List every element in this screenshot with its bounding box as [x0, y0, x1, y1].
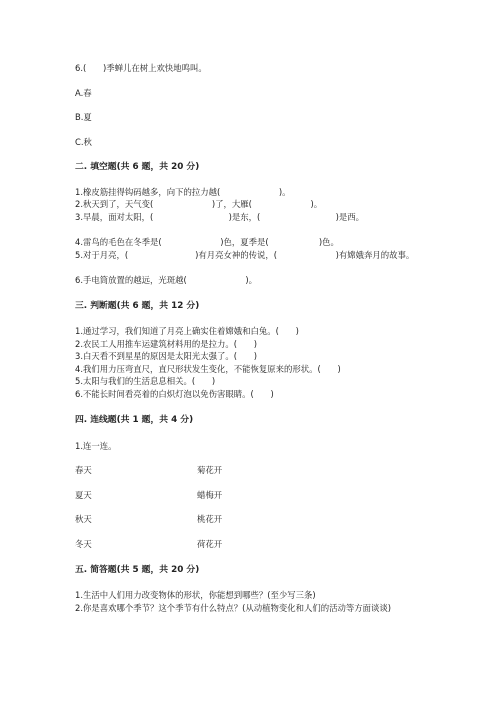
matching-prompt: 1.连一连。: [75, 441, 117, 451]
match-right-3: 桃花开: [197, 514, 223, 524]
match-left-4: 冬天: [75, 539, 92, 549]
match-left-2: 夏天: [75, 490, 92, 500]
judge-item-1: 1.通过学习，我们知道了月亮上确实住着嫦娥和白兔。( ): [75, 326, 299, 336]
fill-item-1: 1.橡皮筋挂得钩码越多，向下的拉力越( )。: [75, 187, 291, 197]
match-left-1: 春天: [75, 465, 92, 475]
match-right-4: 荷花开: [197, 539, 223, 549]
option-c: C.秋: [75, 137, 92, 147]
option-a: A.春: [75, 88, 92, 98]
question-6-stem: 6.( )季蝉儿在树上欢快地鸣叫。: [75, 63, 207, 73]
judge-item-2: 2.农民工人用推车运建筑材料用的是拉力。( ): [75, 339, 258, 349]
match-right-2: 蜡梅开: [197, 490, 223, 500]
judge-item-6: 6.不能长时间看亮着的白炽灯泡以免伤害眼睛。( ): [75, 389, 274, 399]
fill-item-5: 5.对于月亮，( )有月亮女神的传说，( )有嫦娥奔月的故事。: [75, 250, 415, 260]
short-answer-1: 1.生活中人们用力改变物体的形状，你能想到哪些？(至少写三条): [75, 590, 316, 600]
option-b: B.夏: [75, 112, 92, 122]
section-5-heading: 五. 简答题(共 5 题，共 20 分): [75, 565, 200, 575]
short-answer-2: 2.你是喜欢哪个季节？这个季节有什么特点？(从动植物变化和人们的活动等方面谈谈): [75, 603, 392, 613]
fill-item-2: 2.秋天到了，天气变( )了，大雁( )。: [75, 199, 323, 209]
fill-item-3: 3.早晨，面对太阳，( )是东，( )是西。: [75, 212, 365, 222]
match-left-3: 秋天: [75, 514, 92, 524]
judge-item-4: 4.我们用力压弯直尺，直尺形状发生变化，不能恢复原来的形状。( ): [75, 364, 341, 374]
fill-item-6: 6.手电筒放置的越远，光斑越( )。: [75, 275, 258, 285]
match-right-1: 菊花开: [197, 465, 223, 475]
section-2-heading: 二. 填空题(共 6 题，共 20 分): [75, 162, 200, 172]
fill-item-4: 4.雷鸟的毛色在冬季是( )色，夏季是( )色。: [75, 237, 339, 247]
judge-item-5: 5.太阳与我们的生活息息相关。( ): [75, 376, 216, 386]
judge-item-3: 3.白天看不到星星的原因是太阳光太强了。( ): [75, 351, 258, 361]
section-3-heading: 三. 判断题(共 6 题，共 12 分): [75, 301, 200, 311]
section-4-heading: 四. 连线题(共 1 题，共 4 分): [75, 415, 194, 425]
